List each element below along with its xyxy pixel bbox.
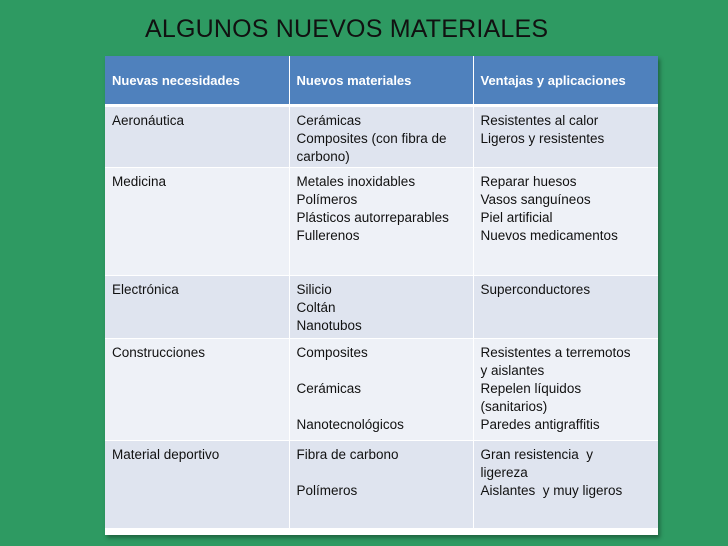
material-item <box>297 464 466 482</box>
advantage-item: Nuevos medicamentos <box>480 228 618 243</box>
advantage-item: Resistentes al calor <box>480 113 599 128</box>
material-item: Nanotubos <box>296 318 362 333</box>
table-row <box>105 106 658 168</box>
advantages-cell <box>473 168 658 276</box>
need-cell <box>105 106 289 168</box>
advantage-item: Paredes antigraffitis <box>480 417 600 432</box>
material-item <box>297 362 466 380</box>
material-item: Polímeros <box>296 483 358 498</box>
advantage-item: y aislantes <box>480 363 545 378</box>
advantage-item: Superconductores <box>480 282 591 297</box>
header-needs: Nuevas necesidades <box>105 56 289 106</box>
material-item: Composites <box>296 345 368 360</box>
advantage-item: Piel artificial <box>480 210 553 225</box>
advantage-item: (sanitarios) <box>480 399 548 414</box>
need-text: Medicina <box>112 174 167 189</box>
material-item: Metales inoxidables <box>296 174 416 189</box>
material-item: Coltán <box>296 300 336 315</box>
table-header-row <box>105 56 658 106</box>
advantage-item: Ligeros y resistentes <box>480 131 605 146</box>
advantage-item: Repelen líquidos <box>480 381 582 396</box>
need-text: Aeronáutica <box>112 113 185 128</box>
material-item: Plásticos autorreparables <box>296 210 449 225</box>
material-item: Fibra de carbono <box>296 447 399 462</box>
materials-table <box>105 56 658 529</box>
material-item: Cerámicas <box>296 113 362 128</box>
need-cell <box>105 276 289 339</box>
advantage-item: ligereza <box>480 465 528 480</box>
need-cell <box>105 168 289 276</box>
advantages-cell <box>473 276 658 339</box>
material-item <box>297 398 466 416</box>
advantages-cell <box>473 339 658 441</box>
need-text: Construcciones <box>112 345 206 360</box>
advantage-item: Reparar huesos <box>480 174 577 189</box>
materials-cell <box>289 106 473 168</box>
materials-cell <box>289 339 473 441</box>
need-cell <box>105 441 289 529</box>
advantage-item: Vasos sanguíneos <box>480 192 591 207</box>
header-materials: Nuevos materiales <box>289 56 473 106</box>
materials-cell <box>289 168 473 276</box>
table-row <box>105 441 658 529</box>
slide-title: ALGUNOS NUEVOS MATERIALES <box>145 15 549 43</box>
materials-cell <box>289 276 473 339</box>
need-text: Material deportivo <box>112 447 220 462</box>
materials-table-container <box>105 56 658 535</box>
advantages-cell <box>473 441 658 529</box>
header-advantages: Ventajas y aplicaciones <box>473 56 658 106</box>
material-item: carbono) <box>296 149 350 164</box>
material-item: Polímeros <box>296 192 358 207</box>
material-item: Nanotecnológicos <box>296 417 404 432</box>
table-row <box>105 276 658 339</box>
need-cell <box>105 339 289 441</box>
material-item: Fullerenos <box>296 228 360 243</box>
material-item: Composites (con fibra de <box>296 131 447 146</box>
advantage-item: Gran resistencia y <box>480 447 594 462</box>
table-row <box>105 339 658 441</box>
advantage-item: Resistentes a terremotos <box>480 345 631 360</box>
need-text: Electrónica <box>112 282 179 297</box>
advantages-cell <box>473 106 658 168</box>
table-row <box>105 168 658 276</box>
material-item: Silicio <box>296 282 332 297</box>
materials-cell <box>289 441 473 529</box>
material-item: Cerámicas <box>296 381 362 396</box>
advantage-item: Aislantes y muy ligeros <box>480 483 623 498</box>
